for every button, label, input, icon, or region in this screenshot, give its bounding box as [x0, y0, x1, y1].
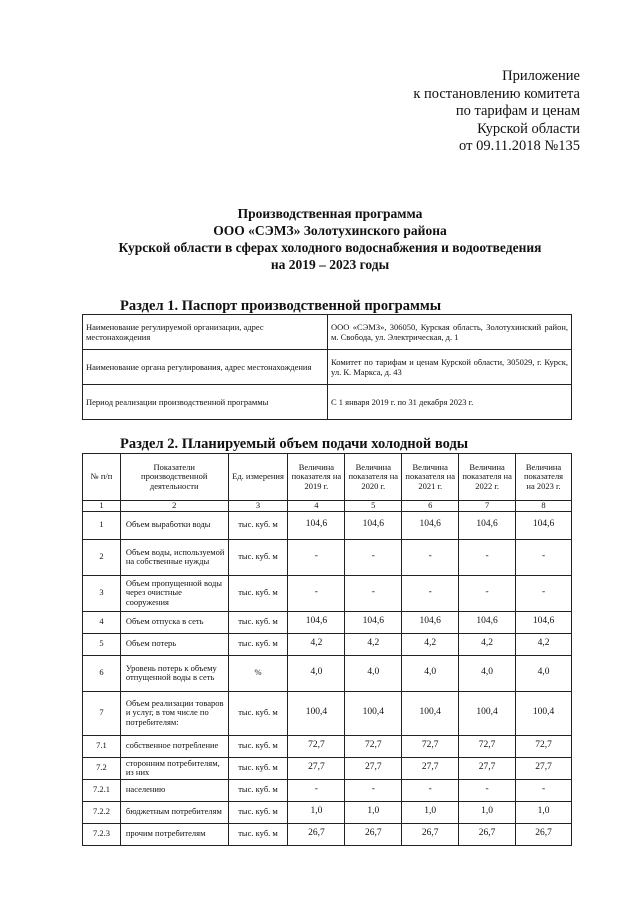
title-line: Производственная программа [237, 206, 423, 221]
unit-cell: тыс. куб. м [228, 823, 288, 845]
unit-cell: тыс. куб. м [228, 611, 288, 633]
appendix-line: Курской области [477, 120, 580, 137]
indicator-name: Объем выработки воды [120, 511, 228, 539]
value-cell: - [516, 779, 572, 801]
value-cell: 1,0 [402, 801, 459, 823]
unit-cell: тыс. куб. м [228, 633, 288, 655]
appendix-line: от 09.11.2018 №135 [459, 138, 580, 154]
column-number: 8 [516, 501, 572, 512]
unit-cell: тыс. куб. м [228, 801, 288, 823]
value-cell: 100,4 [288, 691, 345, 735]
indicator-name: Объем реализации товаров и услуг, в том числе по потребителям: [120, 691, 228, 735]
value-cell: - [288, 539, 345, 575]
row-number: 3 [83, 575, 121, 611]
value-cell: - [402, 575, 459, 611]
unit-cell: тыс. куб. м [228, 691, 288, 735]
value-cell: 1,0 [288, 801, 345, 823]
value-cell: 1,0 [345, 801, 402, 823]
appendix-line: по тарифам и ценам [455, 103, 580, 119]
header-row [83, 454, 572, 501]
unit-cell: тыс. куб. м [228, 539, 288, 575]
row-number: 7.2 [83, 757, 121, 779]
value-cell: - [516, 575, 572, 611]
value-cell: - [345, 539, 402, 575]
table-row [83, 779, 572, 801]
table-row [83, 350, 572, 385]
passport-value: ООО «СЭМЗ», 306050, Курская область, Золотухинский район, м. Свобода, ул. Электрическая, д. 1 [328, 315, 572, 350]
column-header: Показатели производственной деятельности [120, 454, 228, 501]
value-cell: 104,6 [345, 611, 402, 633]
table-row [83, 575, 572, 611]
indicator-name: собственное потребление [120, 735, 228, 757]
value-cell: 27,7 [402, 757, 459, 779]
document-title [80, 205, 580, 273]
value-cell: 1,0 [459, 801, 516, 823]
column-header: Величина показателя на 2021 г. [402, 454, 459, 501]
indicator-name: Объем потерь [120, 633, 228, 655]
value-cell: 72,7 [288, 735, 345, 757]
unit-cell: тыс. куб. м [228, 757, 288, 779]
value-cell: 4,0 [459, 655, 516, 691]
value-cell: - [516, 539, 572, 575]
indicator-name: Уровень потерь к объему отпущенной воды в сеть [120, 655, 228, 691]
column-header: Величина показателя на 2022 г. [459, 454, 516, 501]
section2-heading: Раздел 2. Планируемый объем подачи холодной воды [120, 436, 469, 452]
value-cell: - [402, 539, 459, 575]
table-row [83, 735, 572, 757]
value-cell: 4,0 [345, 655, 402, 691]
passport-label: Период реализации производственной программы [83, 385, 328, 420]
value-cell: - [459, 779, 516, 801]
row-number: 2 [83, 539, 121, 575]
column-number: 4 [288, 501, 345, 512]
indicator-name: сторонним потребителям, из них [120, 757, 228, 779]
indicator-name: населению [120, 779, 228, 801]
title-line: ООО «СЭМЗ» Золотухинского района [213, 223, 447, 238]
value-cell: 100,4 [516, 691, 572, 735]
value-cell: 4,0 [402, 655, 459, 691]
unit-cell: тыс. куб. м [228, 575, 288, 611]
table-row [83, 511, 572, 539]
value-cell: 26,7 [516, 823, 572, 845]
value-cell: 100,4 [345, 691, 402, 735]
column-number: 7 [459, 501, 516, 512]
value-cell: 104,6 [516, 511, 572, 539]
column-header: Величина показателя на 2023 г. [516, 454, 572, 501]
value-cell: 4,2 [459, 633, 516, 655]
value-cell: 26,7 [459, 823, 516, 845]
value-cell: 4,0 [288, 655, 345, 691]
appendix-block [380, 68, 580, 156]
passport-value: С 1 января 2019 г. по 31 декабря 2023 г. [328, 385, 572, 420]
column-number: 1 [83, 501, 121, 512]
value-cell: 104,6 [288, 611, 345, 633]
value-cell: 27,7 [345, 757, 402, 779]
row-number: 7.1 [83, 735, 121, 757]
value-cell: 4,2 [288, 633, 345, 655]
appendix-line: Приложение [502, 68, 580, 84]
value-cell: 72,7 [516, 735, 572, 757]
table-row [83, 757, 572, 779]
column-header: Величина показателя на 2019 г. [288, 454, 345, 501]
value-cell: 27,7 [288, 757, 345, 779]
value-cell: 4,2 [402, 633, 459, 655]
column-number-row [83, 501, 572, 512]
row-number: 7.2.3 [83, 823, 121, 845]
table-row [83, 539, 572, 575]
row-number: 7 [83, 691, 121, 735]
indicator-name: бюджетным потребителям [120, 801, 228, 823]
title-line: Курской области в сферах холодного водоснабжения и водоотведения [118, 240, 542, 255]
passport-label: Наименование регулируемой организации, адрес местонахождения [83, 315, 328, 350]
value-cell: 4,2 [516, 633, 572, 655]
column-header: Ед. измерения [228, 454, 288, 501]
value-cell: - [459, 575, 516, 611]
unit-cell: тыс. куб. м [228, 735, 288, 757]
value-cell: 100,4 [402, 691, 459, 735]
value-cell: 72,7 [459, 735, 516, 757]
column-number: 2 [120, 501, 228, 512]
table-row [83, 655, 572, 691]
row-number: 4 [83, 611, 121, 633]
passport-value: Комитет по тарифам и ценам Курской области, 305029, г. Курск, ул. К. Маркса, д. 43 [328, 350, 572, 385]
value-cell: 4,2 [345, 633, 402, 655]
indicator-name: Объем пропущенной воды через очистные сооружения [120, 575, 228, 611]
row-number: 5 [83, 633, 121, 655]
row-number: 7.2.1 [83, 779, 121, 801]
appendix-line: к постановлению комитета [413, 85, 580, 102]
value-cell: 104,6 [459, 511, 516, 539]
column-number: 5 [345, 501, 402, 512]
value-cell: - [345, 575, 402, 611]
value-cell: - [288, 575, 345, 611]
value-cell: 104,6 [516, 611, 572, 633]
indicator-name: прочим потребителям [120, 823, 228, 845]
value-cell: 4,0 [516, 655, 572, 691]
value-cell: 104,6 [345, 511, 402, 539]
water-volume-table [82, 453, 572, 846]
section1-heading: Раздел 1. Паспорт производственной программы [120, 298, 442, 314]
column-header: Величина показателя на 2020 г. [345, 454, 402, 501]
value-cell: - [459, 539, 516, 575]
value-cell: 26,7 [345, 823, 402, 845]
value-cell: 100,4 [459, 691, 516, 735]
unit-cell: % [228, 655, 288, 691]
passport-table [82, 314, 572, 420]
row-number: 6 [83, 655, 121, 691]
passport-label: Наименование органа регулирования, адрес местонахождения [83, 350, 328, 385]
title-line: на 2019 – 2023 годы [270, 257, 390, 272]
unit-cell: тыс. куб. м [228, 511, 288, 539]
value-cell: 104,6 [288, 511, 345, 539]
value-cell: 1,0 [516, 801, 572, 823]
indicator-name: Объем воды, используемой на собственные нужды [120, 539, 228, 575]
value-cell: 104,6 [459, 611, 516, 633]
value-cell: 26,7 [288, 823, 345, 845]
column-number: 6 [402, 501, 459, 512]
table-row [83, 801, 572, 823]
table-row [83, 385, 572, 420]
indicator-name: Объем отпуска в сеть [120, 611, 228, 633]
column-number: 3 [228, 501, 288, 512]
value-cell: 104,6 [402, 511, 459, 539]
value-cell: 104,6 [402, 611, 459, 633]
row-number: 1 [83, 511, 121, 539]
value-cell: - [345, 779, 402, 801]
table-row [83, 611, 572, 633]
table-row [83, 315, 572, 350]
value-cell: - [288, 779, 345, 801]
value-cell: 27,7 [516, 757, 572, 779]
value-cell: 72,7 [402, 735, 459, 757]
table-row [83, 691, 572, 735]
value-cell: 27,7 [459, 757, 516, 779]
row-number: 7.2.2 [83, 801, 121, 823]
unit-cell: тыс. куб. м [228, 779, 288, 801]
table-row [83, 823, 572, 845]
column-header: № п/п [83, 454, 121, 501]
value-cell: 72,7 [345, 735, 402, 757]
value-cell: 26,7 [402, 823, 459, 845]
table-row [83, 633, 572, 655]
value-cell: - [402, 779, 459, 801]
